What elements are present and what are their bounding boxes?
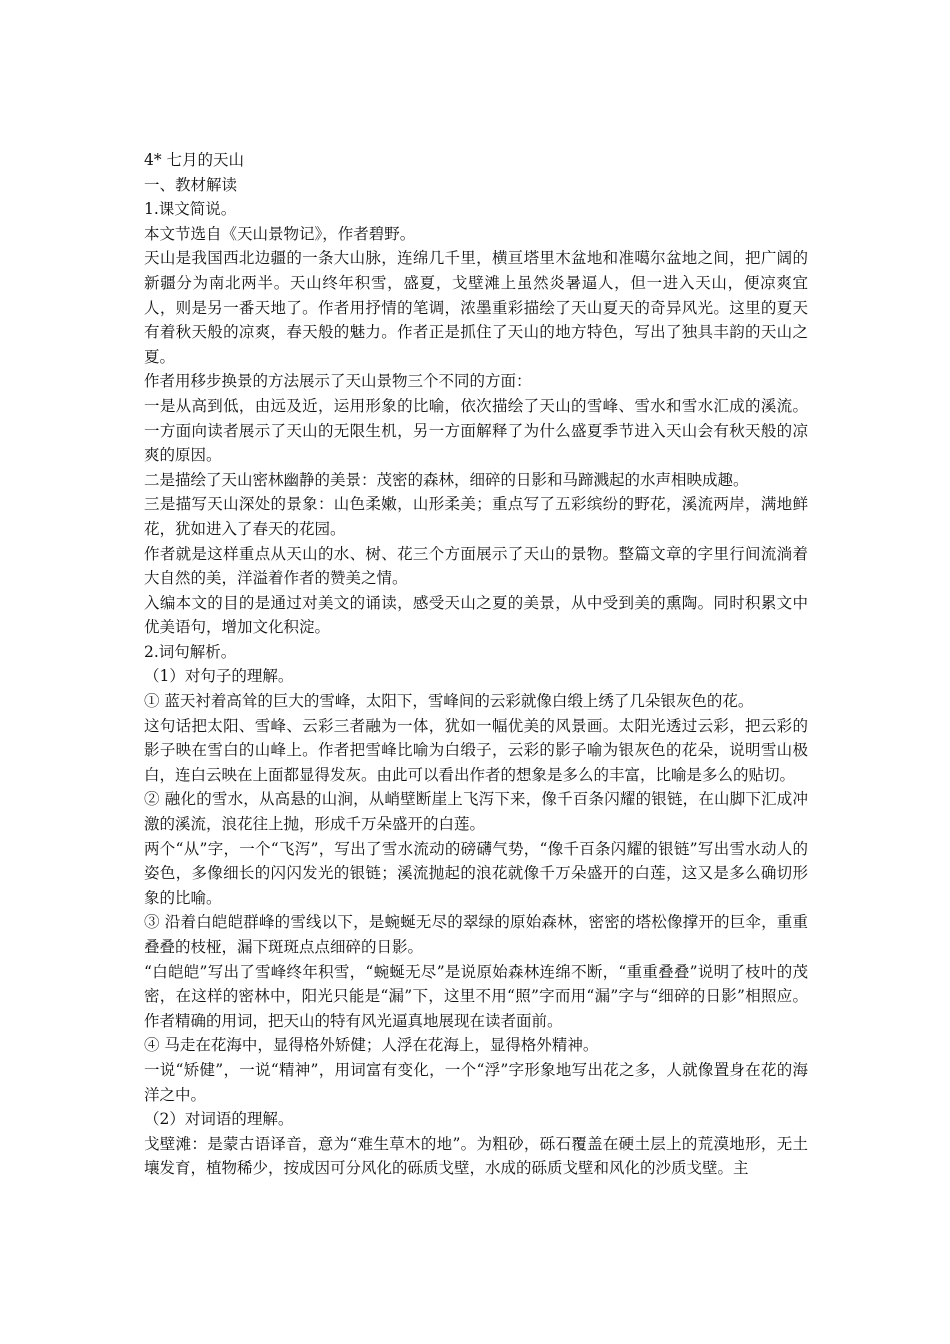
paragraph: 戈壁滩：是蒙古语译音，意为“难生草木的地”。为粗砂，砾石覆盖在硬土层上的荒漠地形，无土壤发育，植物稀少，按成因可分风化的砾质戈壁，水成的砾质戈壁和风化的沙质戈壁。主 [144,1134,808,1178]
paragraph: 这句话把太阳、雪峰、云彩三者融为一体，犹如一幅优美的风景画。太阳光透过云彩，把云彩的影子映在雪白的山峰上。作者把雪峰比喻为白缎子，云彩的影子喻为银灰色的花朵，说明雪山极白，连白云映在上面都显得发灰。由此可以看出作者的想象是多么的丰富，比喻是多么的贴切。 [144,716,808,784]
quoted-sentence: ④ 马走在花海中，显得格外矫健；人浮在花海上，显得格外精神。 [144,1036,599,1055]
subsection-heading: 1.课文简说。 [144,200,237,219]
paragraph: 作者就是这样重点从天山的水、树、花三个方面展示了天山的景物。整篇文章的字里行间流淌着大自然的美，洋溢着作者的赞美之情。 [144,544,808,588]
paragraph: 本文节选自《天山景物记》，作者碧野。 [144,224,416,243]
paragraph: 一是从高到低，由远及近，运用形象的比喻，依次描绘了天山的雪峰、雪水和雪水汇成的溪流。一方面向读者展示了天山的无限生机，另一方面解释了为什么盛夏季节进入天山会有秋天般的凉爽的原因。 [144,396,808,465]
subsection-heading: （2）对词语的理解。 [144,1110,294,1129]
quoted-sentence: ① 蓝天衬着高耸的巨大的雪峰，太阳下，雪峰间的云彩就像白缎上绣了几朵银灰色的花。 [144,692,754,711]
section-heading: 一、教材解读 [144,175,238,194]
quoted-sentence: ② 融化的雪水，从高悬的山涧，从峭壁断崖上飞泻下来，像千百条闪耀的银链，在山脚下汇成冲激的溪流，浪花往上抛，形成千万朵盛开的白莲。 [144,790,808,834]
paragraph: 一说“矫健”，一说“精神”，用词富有变化，一个“浮”字形象地写出花之多，人就像置身在花的海洋之中。 [144,1060,808,1104]
paragraph: 天山是我国西北边疆的一条大山脉，连绵几千里，横亘塔里木盆地和准噶尔盆地之间，把广阔的新疆分为南北两半。天山终年积雪，盛夏，戈壁滩上虽然炎暑逼人，但一进入天山，便凉爽宜人，则是另一番天地了。作者用抒情的笔调，浓墨重彩描绘了天山夏天的奇异风光。这里的夏天有着秋天般的凉爽，春天般的魅力。作者正是抓住了天山的地方特色，写出了独具丰韵的天山之夏。 [144,249,808,366]
paragraph: 两个“从”字，一个“飞泻”，写出了雪水流动的磅礴气势，“像千百条闪耀的银链”写出雪水动人的姿色，多像细长的闪闪发光的银链；溪流抛起的浪花就像千万朵盛开的白莲，这又是多么确切形象的比喻。 [144,839,808,907]
subsection-heading: 2.词句解析。 [144,642,237,661]
paragraph: 入编本文的目的是通过对美文的诵读，感受天山之夏的美景，从中受到美的熏陶。同时积累文中优美语句，增加文化积淀。 [144,593,808,637]
document-title: 4* 七月的天山 [144,151,245,169]
quoted-sentence: ③ 沿着白皑皑群峰的雪线以下，是蜿蜒无尽的翠绿的原始森林，密密的塔松像撑开的巨伞，重重叠叠的枝桠，漏下斑斑点点细碎的日影。 [144,913,808,956]
paragraph: 作者用移步换景的方法展示了天山景物三个不同的方面： [144,372,532,391]
paragraph: 三是描写天山深处的景象：山色柔嫩，山形柔美；重点写了五彩缤纷的野花，溪流两岸，满地鲜花，犹如进入了春天的花园。 [144,495,808,538]
paragraph: 二是描绘了天山密林幽静的美景：茂密的森林，细碎的日影和马蹄溅起的水声相映成趣。 [144,470,749,489]
document-page [144,148,808,1181]
paragraph: “白皑皑”写出了雪峰终年积雪，“蜿蜒无尽”是说原始森林连绵不断，“重重叠叠”说明了枝叶的茂密，在这样的密林中，阳光只能是“漏”下，这里不用“照”字而用“漏”字与“细碎的日影”相照应。作者精确的用词，把天山的特有风光逼真地展现在读者面前。 [144,962,808,1030]
subsection-heading: （1）对句子的理解。 [144,667,294,686]
